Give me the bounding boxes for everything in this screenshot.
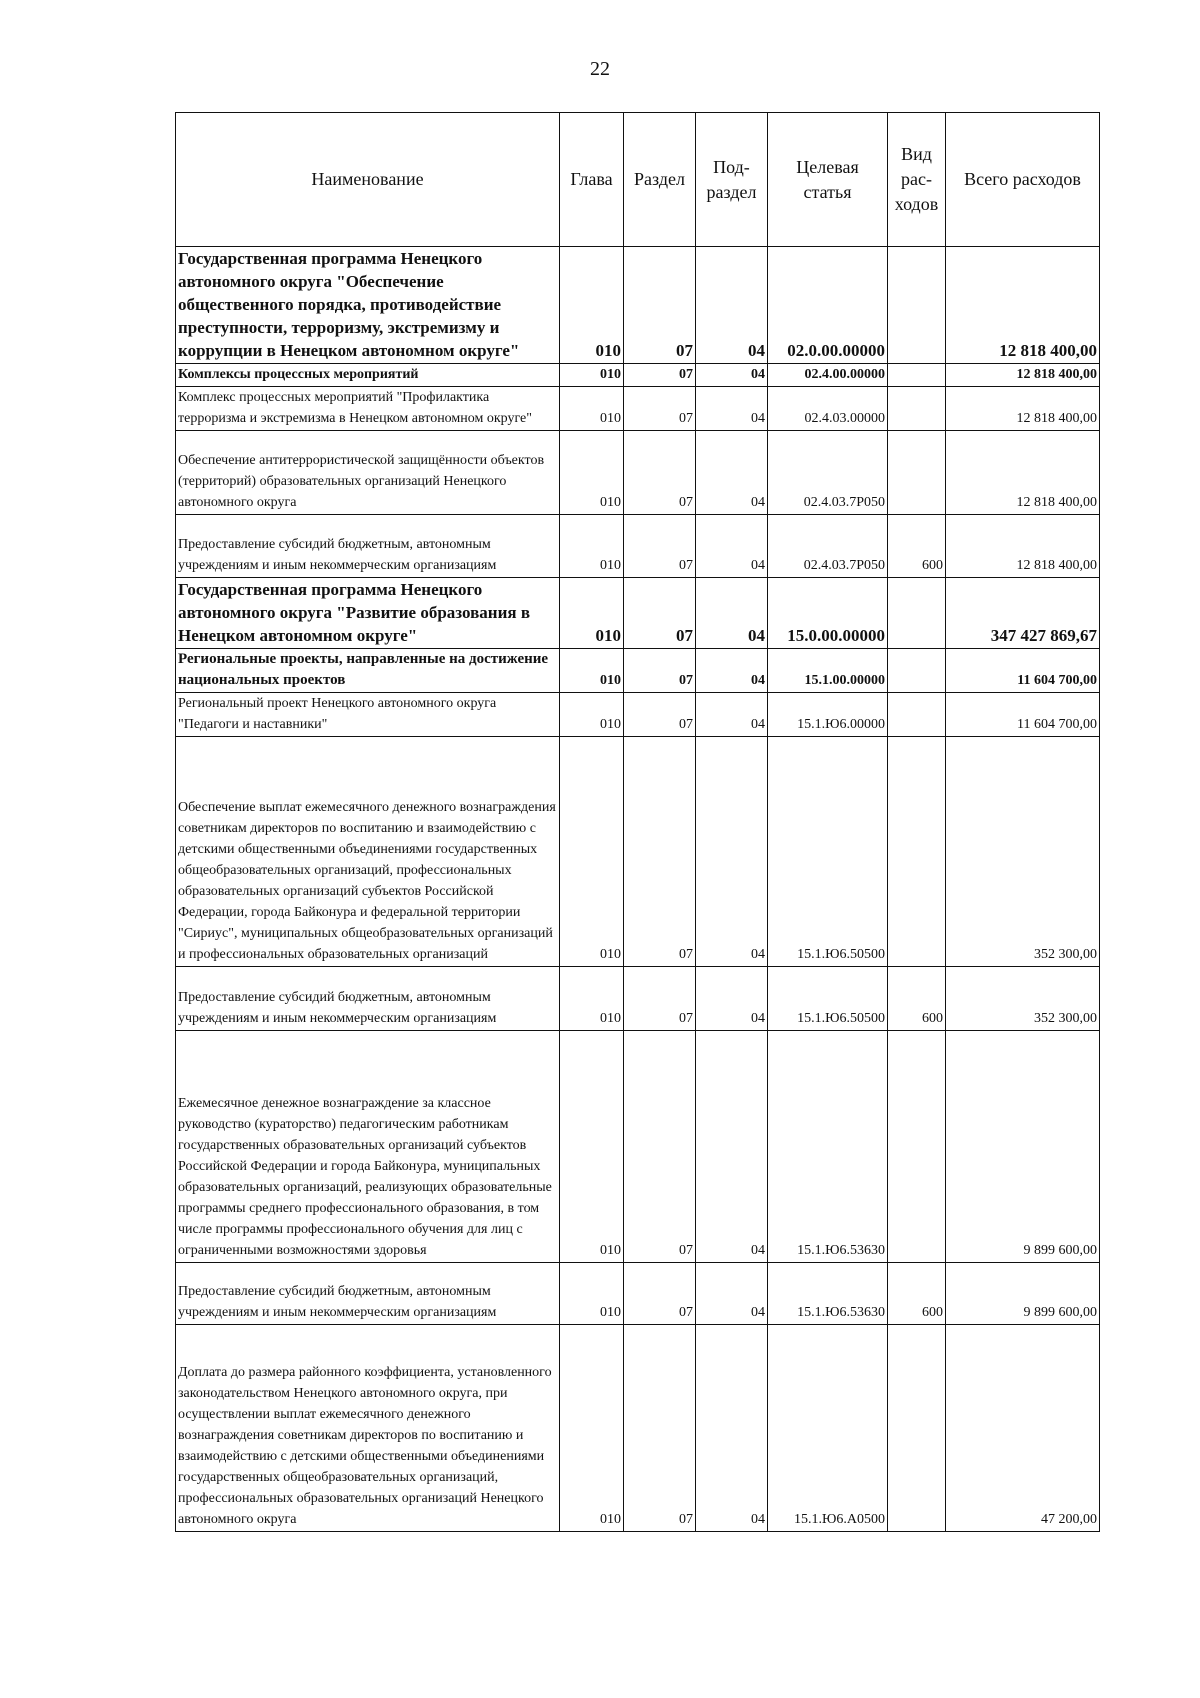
row-target: 15.1.Ю6.53630: [768, 1031, 888, 1263]
row-chapter: 010: [560, 967, 624, 1031]
row-section: 07: [624, 578, 696, 649]
row-total: 12 818 400,00: [946, 431, 1100, 515]
table-row: [176, 387, 1100, 431]
row-total: 9 899 600,00: [946, 1263, 1100, 1325]
row-type: [888, 737, 946, 967]
row-subsection: 04: [696, 1325, 768, 1532]
row-name: Обеспечение выплат ежемесячного денежного вознаграждения советникам директоров по воспитанию и взаимодействию с детскими общественными объединениями государственных общеобразовательных организаций, профессиональных образовательных организаций субъектов Российской Федерации, города Байконура и федеральной территории "Сириус", муниципальных общеобразовательных организаций и профессиональных образовательных организаций: [176, 737, 560, 967]
row-type: [888, 247, 946, 364]
row-total: 352 300,00: [946, 967, 1100, 1031]
header-subsection: Под- раздел: [696, 113, 768, 247]
row-name: Государственная программа Ненецкого автономного округа "Развитие образования в Ненецком автономном округе": [176, 578, 560, 649]
row-chapter: 010: [560, 649, 624, 693]
page-number: 22: [590, 58, 610, 80]
row-section: 07: [624, 1263, 696, 1325]
row-name: Предоставление субсидий бюджетным, автономным учреждениям и иным некоммерческим организациям: [176, 1263, 560, 1325]
table-header-row: [176, 113, 1100, 247]
row-section: 07: [624, 649, 696, 693]
row-subsection: 04: [696, 364, 768, 387]
row-type: [888, 1031, 946, 1263]
row-section: 07: [624, 387, 696, 431]
row-target: 02.4.03.7Р050: [768, 515, 888, 578]
header-total: Всего расходов: [946, 113, 1100, 247]
row-target: 02.0.00.00000: [768, 247, 888, 364]
row-name: Обеспечение антитеррористической защищённости объектов (территорий) образовательных организаций Ненецкого автономного округа: [176, 431, 560, 515]
row-subsection: 04: [696, 578, 768, 649]
table-row: [176, 649, 1100, 693]
row-section: 07: [624, 364, 696, 387]
row-target: 02.4.03.7Р050: [768, 431, 888, 515]
row-subsection: 04: [696, 1031, 768, 1263]
row-section: 07: [624, 515, 696, 578]
row-section: 07: [624, 431, 696, 515]
table-row: [176, 737, 1100, 967]
row-target: 02.4.00.00000: [768, 364, 888, 387]
row-target: 15.1.Ю6.А0500: [768, 1325, 888, 1532]
table-row: [176, 693, 1100, 737]
row-type: [888, 693, 946, 737]
row-name: Комплексы процессных мероприятий: [176, 364, 560, 387]
header-type: Вид рас- ходов: [888, 113, 946, 247]
row-name: Комплекс процессных мероприятий "Профилактика терроризма и экстремизма в Ненецком автономном округе": [176, 387, 560, 431]
table-row: [176, 431, 1100, 515]
table-row: [176, 1031, 1100, 1263]
row-total: 12 818 400,00: [946, 364, 1100, 387]
row-subsection: 04: [696, 967, 768, 1031]
row-subsection: 04: [696, 387, 768, 431]
row-type: [888, 649, 946, 693]
row-type: [888, 364, 946, 387]
header-chapter: Глава: [560, 113, 624, 247]
budget-table: [175, 112, 1100, 1532]
row-total: 12 818 400,00: [946, 387, 1100, 431]
row-target: 15.1.Ю6.50500: [768, 737, 888, 967]
row-section: 07: [624, 737, 696, 967]
row-section: 07: [624, 247, 696, 364]
row-total: 352 300,00: [946, 737, 1100, 967]
row-name: Предоставление субсидий бюджетным, автономным учреждениям и иным некоммерческим организациям: [176, 515, 560, 578]
row-chapter: 010: [560, 578, 624, 649]
row-section: 07: [624, 967, 696, 1031]
row-total: 11 604 700,00: [946, 649, 1100, 693]
row-subsection: 04: [696, 1263, 768, 1325]
row-chapter: 010: [560, 387, 624, 431]
row-subsection: 04: [696, 515, 768, 578]
row-chapter: 010: [560, 1263, 624, 1325]
row-total: 11 604 700,00: [946, 693, 1100, 737]
row-chapter: 010: [560, 1031, 624, 1263]
row-type: [888, 1325, 946, 1532]
row-chapter: 010: [560, 247, 624, 364]
row-type: [888, 578, 946, 649]
row-name: Ежемесячное денежное вознаграждение за классное руководство (кураторство) педагогическим работникам государственных образовательных организаций субъектов Российской Федерации и города Байконура, муниципальных образовательных организаций, реализующих образовательные программы среднего профессионального образования, в том числе программы профессионального обучения для лиц с ограниченными возможностями здоровья: [176, 1031, 560, 1263]
row-chapter: 010: [560, 364, 624, 387]
table-row: [176, 967, 1100, 1031]
row-name: Предоставление субсидий бюджетным, автономным учреждениям и иным некоммерческим организациям: [176, 967, 560, 1031]
row-section: 07: [624, 1031, 696, 1263]
row-name: Региональный проект Ненецкого автономного округа "Педагоги и наставники": [176, 693, 560, 737]
table-row: [176, 578, 1100, 649]
row-target: 15.1.Ю6.00000: [768, 693, 888, 737]
table-row: [176, 364, 1100, 387]
row-type: 600: [888, 1263, 946, 1325]
row-name: Региональные проекты, направленные на достижение национальных проектов: [176, 649, 560, 693]
table-row: [176, 1325, 1100, 1532]
row-section: 07: [624, 1325, 696, 1532]
row-target: 15.1.Ю6.53630: [768, 1263, 888, 1325]
row-chapter: 010: [560, 737, 624, 967]
row-subsection: 04: [696, 247, 768, 364]
row-type: [888, 387, 946, 431]
row-chapter: 010: [560, 693, 624, 737]
row-total: 12 818 400,00: [946, 247, 1100, 364]
row-target: 15.1.00.00000: [768, 649, 888, 693]
table-row: [176, 247, 1100, 364]
row-target: 02.4.03.00000: [768, 387, 888, 431]
row-total: 47 200,00: [946, 1325, 1100, 1532]
row-type: [888, 431, 946, 515]
row-name: Государственная программа Ненецкого автономного округа "Обеспечение общественного порядка, противодействие преступности, терроризму, экстремизму и коррупции в Ненецком автономном округе": [176, 247, 560, 364]
header-target: Целевая статья: [768, 113, 888, 247]
row-subsection: 04: [696, 649, 768, 693]
row-chapter: 010: [560, 515, 624, 578]
header-name: Наименование: [176, 113, 560, 247]
row-subsection: 04: [696, 431, 768, 515]
row-subsection: 04: [696, 693, 768, 737]
row-total: 347 427 869,67: [946, 578, 1100, 649]
row-chapter: 010: [560, 431, 624, 515]
row-name: Доплата до размера районного коэффициента, установленного законодательством Ненецкого автономного округа, при осуществлении выплат ежемесячного денежного вознаграждения советникам директоров по воспитанию и взаимодействию с детскими общественными объединениями государственных общеобразовательных организаций, профессиональных образовательных организаций Ненецкого автономного округа: [176, 1325, 560, 1532]
row-total: 12 818 400,00: [946, 515, 1100, 578]
header-section: Раздел: [624, 113, 696, 247]
row-section: 07: [624, 693, 696, 737]
row-target: 15.0.00.00000: [768, 578, 888, 649]
table-row: [176, 1263, 1100, 1325]
row-type: 600: [888, 515, 946, 578]
table-row: [176, 515, 1100, 578]
row-chapter: 010: [560, 1325, 624, 1532]
row-target: 15.1.Ю6.50500: [768, 967, 888, 1031]
row-subsection: 04: [696, 737, 768, 967]
row-type: 600: [888, 967, 946, 1031]
row-total: 9 899 600,00: [946, 1031, 1100, 1263]
